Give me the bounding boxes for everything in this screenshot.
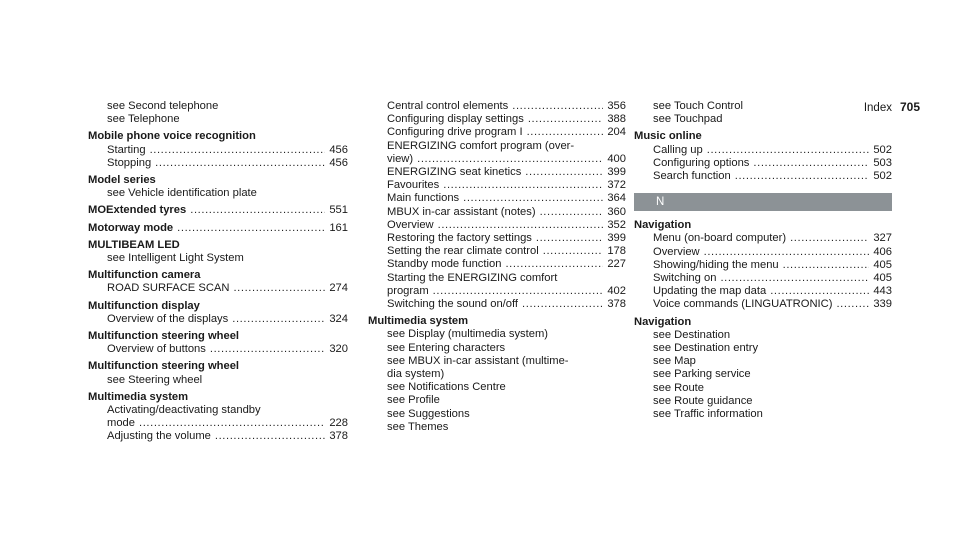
- entry-text: Motorway mode: [88, 221, 174, 234]
- page-reference[interactable]: 502: [873, 143, 892, 156]
- index-heading: [88, 269, 348, 282]
- index-subentry[interactable]: [368, 179, 626, 192]
- index-heading: [368, 315, 626, 328]
- entry-text: see Notifications Centre: [387, 381, 506, 394]
- entry-text: see Touch Control: [653, 100, 743, 112]
- index-subentry: [368, 408, 626, 421]
- entry-text: see Suggestions: [387, 407, 470, 420]
- page-reference[interactable]: 360: [607, 205, 626, 218]
- index-subentry[interactable]: [368, 258, 626, 271]
- page-reference[interactable]: 378: [329, 430, 348, 443]
- page-reference[interactable]: 324: [329, 312, 348, 325]
- dot-leader: [150, 144, 326, 157]
- entry-text: see Vehicle identification plate: [107, 187, 257, 200]
- entry-text: Updating the map data: [653, 285, 767, 298]
- entry-text: Mobile phone voice recognition: [88, 130, 256, 143]
- entry-text: ENERGIZING comfort program (over-: [387, 139, 575, 152]
- entry-text: Menu (on-board computer): [653, 232, 787, 245]
- index-subentry[interactable]: [368, 166, 626, 179]
- index-subentry[interactable]: [634, 232, 892, 245]
- page-reference[interactable]: 227: [607, 258, 626, 271]
- page-reference[interactable]: 402: [607, 284, 626, 297]
- index-subentry[interactable]: [368, 232, 626, 245]
- index-column-2: [368, 100, 626, 434]
- page-reference[interactable]: 456: [329, 156, 348, 169]
- index-heading: [88, 239, 348, 252]
- index-subentry[interactable]: [88, 430, 348, 443]
- dot-leader: [155, 157, 325, 170]
- index-subentry: [88, 374, 348, 387]
- section-letter-bar: N: [634, 193, 892, 211]
- page-reference[interactable]: 443: [873, 285, 892, 298]
- index-subentry: [634, 100, 892, 113]
- page-reference[interactable]: 228: [329, 417, 348, 430]
- page-reference[interactable]: 502: [873, 170, 892, 183]
- index-subentry: [634, 408, 892, 421]
- entry-text: Voice commands (LINGUATRONIC): [653, 298, 833, 311]
- index-heading[interactable]: [88, 222, 348, 235]
- index-subentry: [634, 395, 892, 408]
- page-reference[interactable]: 378: [607, 298, 626, 311]
- entry-text: see Steering wheel: [107, 373, 203, 386]
- index-subentry: [368, 381, 626, 394]
- index-heading: [88, 360, 348, 373]
- entry-text: see Map: [653, 355, 696, 368]
- entry-text: Overview of buttons: [107, 343, 206, 356]
- dot-leader: [536, 232, 603, 245]
- index-subentry: [368, 140, 626, 153]
- index-subentry[interactable]: [368, 153, 626, 166]
- index-subentry: [368, 342, 626, 355]
- entry-text: see Destination: [653, 328, 731, 341]
- page-reference[interactable]: 372: [607, 179, 626, 192]
- entry-text: Activating/deactivating standby: [107, 404, 261, 417]
- entry-text: MOExtended tyres: [88, 204, 187, 217]
- entry-text: see Entering characters: [387, 341, 506, 354]
- page-reference[interactable]: 456: [329, 143, 348, 156]
- entry-text: Multifunction steering wheel: [88, 360, 240, 373]
- index-subentry[interactable]: [368, 192, 626, 205]
- index-column-3: [634, 100, 892, 421]
- entry-text: Central control elements: [387, 100, 509, 112]
- index-subentry[interactable]: [368, 219, 626, 232]
- entry-text: Overview: [653, 245, 700, 258]
- entry-text: Multifunction steering wheel: [88, 330, 240, 343]
- page-reference[interactable]: 388: [607, 113, 626, 126]
- entry-text: see Parking service: [653, 368, 751, 381]
- index-heading: [88, 174, 348, 187]
- dot-leader: [177, 222, 325, 235]
- entry-text: dia system): [387, 368, 445, 381]
- index-subentry[interactable]: [88, 313, 348, 326]
- page-reference[interactable]: 364: [607, 192, 626, 205]
- index-subentry[interactable]: [88, 417, 348, 430]
- index-subentry: [368, 272, 626, 285]
- index-subentry[interactable]: [88, 157, 348, 170]
- index-subentry: [368, 394, 626, 407]
- index-heading: [634, 130, 892, 143]
- entry-text: program: [387, 284, 429, 297]
- dot-leader: [540, 206, 604, 219]
- index-subentry[interactable]: [88, 343, 348, 356]
- entry-text: see Route guidance: [653, 394, 753, 407]
- index-subentry[interactable]: [634, 272, 892, 285]
- dot-leader: [232, 313, 325, 326]
- entry-text: Configuring display settings: [387, 113, 524, 126]
- entry-text: Overview of the displays: [107, 312, 229, 325]
- page-reference[interactable]: 551: [329, 204, 348, 217]
- index-subentry[interactable]: [368, 298, 626, 311]
- index-subentry: [88, 187, 348, 200]
- index-subentry: [634, 355, 892, 368]
- index-subentry: [634, 329, 892, 342]
- dot-leader: [783, 259, 870, 272]
- index-column-1: [88, 100, 348, 444]
- index-subentry: [368, 328, 626, 341]
- page-reference[interactable]: 352: [607, 218, 626, 231]
- entry-text: Model series: [88, 174, 156, 187]
- dot-leader: [525, 166, 603, 179]
- index-heading: [88, 391, 348, 404]
- entry-text: Stopping: [107, 156, 152, 169]
- index-subentry[interactable]: [368, 245, 626, 258]
- dot-leader: [210, 343, 325, 356]
- dot-leader: [190, 204, 325, 217]
- entry-text: MBUX in-car assistant (notes): [387, 205, 536, 218]
- entry-text: Showing/hiding the menu: [653, 258, 779, 271]
- dot-leader: [233, 282, 325, 295]
- dot-leader: [443, 179, 603, 192]
- entry-text: Search function: [653, 170, 731, 183]
- page-reference[interactable]: 161: [329, 221, 348, 234]
- page-reference[interactable]: 503: [873, 156, 892, 169]
- index-subentry[interactable]: [634, 285, 892, 298]
- index-subentry: [634, 342, 892, 355]
- page-reference[interactable]: 327: [873, 232, 892, 245]
- index-subentry[interactable]: [88, 144, 348, 157]
- entry-text: Switching the sound on/off: [387, 298, 519, 311]
- index-subentry[interactable]: [368, 285, 626, 298]
- index-subentry: [88, 100, 348, 113]
- entry-text: see Telephone: [107, 113, 180, 126]
- entry-text: ENERGIZING seat kinetics: [387, 166, 522, 179]
- entry-text: Multifunction display: [88, 299, 200, 312]
- index-subentry[interactable]: [634, 144, 892, 157]
- dot-leader: [770, 285, 869, 298]
- index-heading: [88, 330, 348, 343]
- entry-text: see Display (multimedia system): [387, 328, 549, 341]
- page-reference[interactable]: 399: [607, 166, 626, 179]
- dot-leader: [522, 298, 603, 311]
- page-number: 705: [899, 100, 920, 114]
- index-subentry[interactable]: [368, 126, 626, 139]
- entry-text: Music online: [634, 130, 702, 143]
- index-subentry: [368, 421, 626, 434]
- entry-text: see Second telephone: [107, 100, 219, 112]
- page-reference[interactable]: 178: [607, 245, 626, 258]
- entry-text: Setting the rear climate control: [387, 245, 539, 258]
- dot-leader: [543, 245, 604, 258]
- entry-text: see Themes: [387, 420, 449, 433]
- index-heading: [88, 130, 348, 143]
- index-subentry[interactable]: [368, 113, 626, 126]
- page-reference[interactable]: 405: [873, 272, 892, 285]
- dot-leader: [790, 232, 869, 245]
- entry-text: see Touchpad: [653, 113, 723, 126]
- page-reference[interactable]: 320: [329, 343, 348, 356]
- index-heading: [634, 316, 892, 329]
- dot-leader: [505, 258, 603, 271]
- entry-text: Navigation: [634, 219, 692, 232]
- dot-leader: [527, 126, 604, 139]
- entry-text: Main functions: [387, 192, 460, 205]
- entry-text: see Profile: [387, 394, 440, 407]
- dot-leader: [215, 430, 325, 443]
- entry-text: see Route: [653, 381, 704, 394]
- index-subentry: [88, 404, 348, 417]
- dot-leader: [417, 153, 603, 166]
- index-subentry: [634, 382, 892, 395]
- entry-text: Multimedia system: [368, 315, 469, 328]
- dot-leader: [463, 192, 603, 205]
- entry-text: Standby mode function: [387, 258, 502, 271]
- entry-text: see Traffic information: [653, 408, 763, 421]
- page-reference[interactable]: 339: [873, 298, 892, 311]
- index-subentry: [634, 368, 892, 381]
- entry-text: see Intelligent Light System: [107, 252, 244, 265]
- index-subentry: [88, 252, 348, 265]
- entry-text: view): [387, 152, 414, 165]
- entry-text: ROAD SURFACE SCAN: [107, 282, 230, 295]
- dot-leader: [438, 219, 604, 232]
- dot-leader: [433, 285, 604, 298]
- header-label: Index: [863, 102, 892, 114]
- index-subentry[interactable]: [368, 100, 626, 113]
- entry-text: Multimedia system: [88, 390, 189, 403]
- dot-leader: [528, 113, 604, 126]
- entry-text: Navigation: [634, 315, 692, 328]
- index-subentry: [368, 368, 626, 381]
- entry-text: Multifunction camera: [88, 269, 201, 282]
- entry-text: Calling up: [653, 143, 703, 156]
- page-reference[interactable]: 399: [607, 232, 626, 245]
- entry-text: Restoring the factory settings: [387, 232, 532, 245]
- entry-text: Starting: [107, 143, 146, 156]
- dot-leader: [707, 144, 870, 157]
- entry-text: Switching on: [653, 272, 717, 285]
- entry-text: see MBUX in-car assistant (multime-: [387, 354, 569, 367]
- page-reference[interactable]: 406: [873, 245, 892, 258]
- dot-leader: [512, 100, 603, 113]
- index-heading: [634, 219, 892, 232]
- index-subentry[interactable]: [368, 206, 626, 219]
- index-subentry: [634, 113, 892, 126]
- index-subentry[interactable]: [634, 259, 892, 272]
- entry-text: mode: [107, 417, 135, 430]
- index-subentry[interactable]: [88, 282, 348, 295]
- entry-text: Configuring drive program I: [387, 126, 523, 139]
- dot-leader: [836, 298, 869, 311]
- entry-text: Adjusting the volume: [107, 430, 211, 443]
- page-reference[interactable]: 274: [329, 282, 348, 295]
- page-reference[interactable]: 400: [607, 152, 626, 165]
- index-subentry[interactable]: [634, 170, 892, 183]
- page-reference[interactable]: 356: [607, 100, 626, 112]
- index-subentry[interactable]: [634, 157, 892, 170]
- index-heading: [88, 300, 348, 313]
- entry-text: Overview: [387, 218, 434, 231]
- page-reference[interactable]: 204: [607, 126, 626, 139]
- entry-text: Favourites: [387, 179, 440, 192]
- index-subentry[interactable]: [634, 298, 892, 311]
- page-reference[interactable]: 405: [873, 258, 892, 271]
- entry-text: MULTIBEAM LED: [88, 238, 180, 251]
- dot-leader: [139, 417, 325, 430]
- entry-text: Starting the ENERGIZING comfort: [387, 271, 558, 284]
- entry-text: Configuring options: [653, 156, 750, 169]
- dot-leader: [753, 157, 869, 170]
- index-subentry: [88, 113, 348, 126]
- index-subentry[interactable]: [634, 246, 892, 259]
- entry-text: see Destination entry: [653, 342, 759, 355]
- dot-leader: [704, 246, 870, 259]
- index-subentry: [368, 355, 626, 368]
- index-heading[interactable]: [88, 204, 348, 217]
- dot-leader: [720, 272, 869, 285]
- dot-leader: [735, 170, 870, 183]
